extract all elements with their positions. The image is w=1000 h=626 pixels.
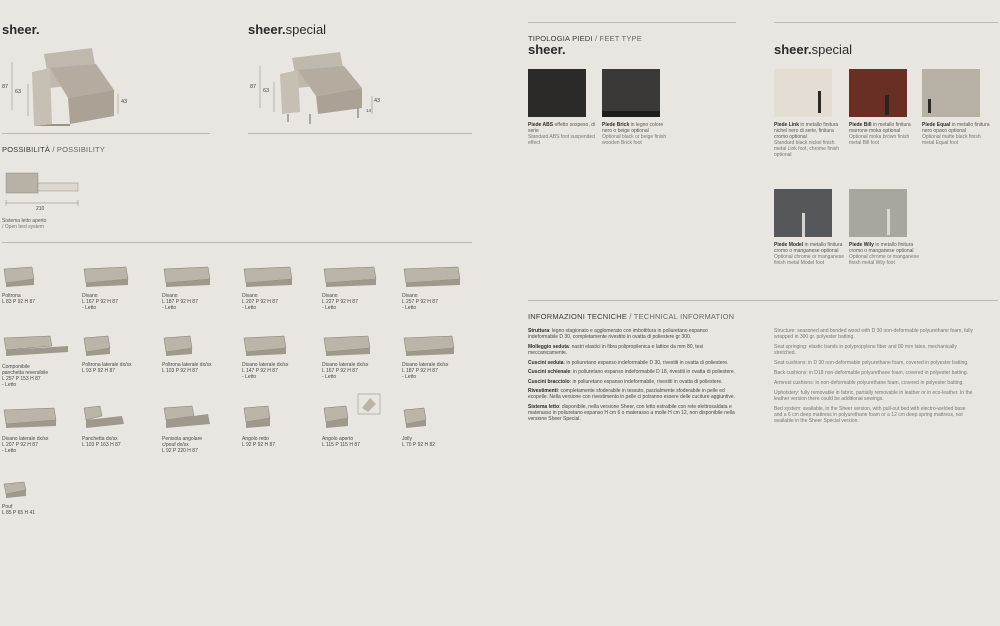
item-poltrona-laterale-93: Poltrona laterale dx/sx L 93 P 92 H 87	[82, 332, 112, 361]
divano-icon	[242, 263, 294, 287]
divano-laterale-icon	[322, 332, 372, 356]
open-bed-diagram	[0, 165, 90, 215]
foot-link-caption: Piede Link in metallo finitura nichel nero di serie, finitura cromo optional Standard black nickel finish metal Link foot, chrome finish optional	[774, 122, 840, 158]
foot-equal-image	[922, 69, 980, 117]
brand-sheer-title: sheer.	[2, 22, 40, 37]
foot-brick-image	[602, 69, 660, 117]
sheer-special-armchair-drawing	[248, 42, 398, 127]
dim-arm-43-special: 43	[374, 98, 381, 104]
sheer-armchair-drawing	[0, 42, 150, 127]
tech-en-seat-springing: Seat springing: elastic bands in polypropylene fiber and 80 mm latex, mechanically stretched.	[774, 344, 957, 357]
penisola-icon	[162, 404, 212, 430]
foot-model-image	[774, 189, 832, 237]
poltrona-laterale-icon	[82, 332, 112, 356]
divider-left-1	[2, 133, 210, 134]
item-penisola: Penisola angolare c/pouf dx/sx L 92 P 220 H 87	[162, 404, 212, 435]
poltrona-laterale-icon	[162, 332, 194, 356]
item-divano-laterale-187: Divano laterale dx/sx L 187 P 92 H 87 - Letto	[402, 332, 456, 361]
tech-it-molleggio: Molleggio seduta: nastri elastici in fibra polipropilenica e lattice da mm 80, tesi meccanicamente.	[528, 343, 704, 357]
item-angolo-aperto: Angolo aperto L 115 P 115 H 87	[322, 392, 382, 435]
dim-arm-43: 43	[121, 99, 128, 105]
foot-equal-caption: Piede Equal in metallo finitura nero opaco optional Optional matte black finish metal Equal foot	[922, 122, 990, 146]
item-divano-187: Divano L 187 P 92 H 87 - Letto	[162, 263, 212, 292]
dim-seat-63: 63	[15, 89, 22, 95]
panchetta-icon	[82, 404, 126, 430]
divider-left-3	[2, 242, 472, 243]
foot-bill-image	[849, 69, 907, 117]
tech-en-seat-cushions: Seat cushions: in D 30 non-deformable polyurethane foam, covered in polyester batting.	[774, 360, 969, 367]
tech-info-italian	[528, 328, 738, 426]
divider-right-2	[774, 22, 998, 23]
divano-icon	[82, 263, 130, 287]
tech-it-cuscini-seduta: Cuscini seduta: in poliuretano espanso indeformabile D 30, rivestiti in ovatta di poliestere.	[528, 359, 729, 366]
bed-width-label: 210	[36, 206, 45, 212]
divider-right-3	[528, 300, 998, 301]
foot-model-caption: Piede Model in metallo finitura cromo o manganese optional Optional chrome or manganese finish metal Model foot	[774, 242, 845, 266]
tech-info-heading: INFORMAZIONI TECNICHE / TECHNICAL INFORMATION	[528, 312, 735, 321]
item-panchetta: Panchetta dx/sx L 103 P 163 H 87	[82, 404, 126, 435]
tech-en-armrest-cushions: Armrest cushions: in non-deformable polyurethane foam, covered in polyester batting.	[774, 379, 964, 386]
item-divano-257: Divano L 257 P 92 H 87 - Letto	[402, 263, 462, 292]
possibility-heading: POSSIBILITÀ / POSSIBILITY	[2, 145, 105, 154]
divano-laterale-icon	[242, 332, 288, 356]
tech-it-sistema-letto: Sistema letto: disponibile, nella versione Sheer, con letto estraibile con rete elettrosaldata e materasso in poliuretano espanso H cm 6 o materasso a molle H cm 12, non disponibile nella versione Sheer Special.	[528, 403, 735, 423]
tech-info-english	[774, 328, 974, 428]
bed-caption: Sistema letto aperto / Open bed system	[2, 218, 47, 231]
item-poltrona-laterale-103: Poltrona laterale dx/sx L 103 P 92 H 87	[162, 332, 194, 361]
divider-left-2	[248, 133, 472, 134]
item-pouf: Pouf L 85 P 65 H 41	[2, 480, 28, 505]
divano-laterale-icon	[2, 404, 58, 430]
foot-wily-caption: Piede Wily in metallo finitura cromo o manganese optional Optional chrome or manganese finish metal Wily foot	[849, 242, 920, 266]
divano-laterale-icon	[402, 332, 456, 356]
tech-it-cuscini-bracciolo: Cuscini bracciolo: in poliuretano espanso indeformabile, rivestiti in ovatta di poliestere.	[528, 378, 723, 385]
item-divano-laterale-167: Divano laterale dx/sx L 167 P 92 H 87 - Letto	[322, 332, 372, 361]
divider-right-1	[528, 22, 736, 23]
foot-abs-caption: Piede ABS effetto sospeso, di serie Standard ABS foot suspended effect	[528, 122, 595, 146]
tech-it-struttura: Struttura: legno stagionato e agglomerato con imbottitura in poliuretano espanso indeformabile D 30, completamente rivestito in ovatta di poliestere gr 300.	[528, 328, 708, 341]
divano-icon	[322, 263, 378, 287]
foot-brick-caption: Piede Brick in legno colore nero o beige optional Optional black or beige finish wooden Brick foot	[602, 122, 667, 146]
dim-height-87: 87	[2, 84, 9, 90]
item-componibile: Componibile panchetta reversibile L 257 P 153 H 87 - Letto	[2, 332, 70, 363]
feet-sheer-brand: sheer.	[528, 42, 566, 57]
componibile-icon	[2, 332, 70, 358]
item-divano-167: Divano L 167 P 92 H 87 - Letto	[82, 263, 130, 292]
tech-en-bed-system: Bed system: available, in the Sheer version, with pull-out bed with electro-welded base and a 6 cm deep mattress in polyurethane foam or a 12 cm deep spring mattress, not available in the Sheer Special version.	[774, 405, 966, 425]
feet-sheer-special-brand: sheer.special	[774, 42, 853, 57]
divano-icon	[402, 263, 462, 287]
angolo-aperto-icon	[322, 392, 382, 430]
item-jolly: Jolly L 70 P 92 H 82	[402, 404, 430, 435]
item-divano-227: Divano L 227 P 92 H 87 - Letto	[322, 263, 378, 292]
dim-seat-63-special: 63	[263, 88, 270, 94]
dim-height-87-special: 87	[250, 84, 257, 90]
item-poltrona: Poltrona L 83 P 92 H 87	[2, 263, 36, 292]
item-divano-207: Divano L 207 P 92 H 87 - Letto	[242, 263, 294, 292]
brand-sheer-special-title: sheer.special	[248, 22, 327, 37]
jolly-icon	[402, 404, 430, 430]
foot-wily-image	[849, 189, 907, 237]
item-angolo-retto: Angolo retto L 92 P 92 H 87	[242, 404, 274, 435]
foot-link-image	[774, 69, 832, 117]
foot-bill-caption: Piede Bill in metallo finitura marrone moka optional Optional moka brown finish metal Bill foot	[849, 122, 911, 146]
feet-type-heading: TIPOLOGIA PIEDI / FEET TYPE	[528, 34, 642, 43]
item-divano-laterale-207: Divano laterale dx/sx L 207 P 92 H 87 - Letto	[2, 404, 58, 435]
item-divano-laterale-147: Divano laterale dx/sx L 147 P 92 H 87 - Letto	[242, 332, 288, 361]
angolo-retto-icon	[242, 404, 274, 430]
tech-en-structure: Structure: seasoned and bonded wood with D 30 non-deformable polyurethane foam, fully wrapped in 300 gr. polyester batting.	[774, 328, 974, 341]
divano-icon	[162, 263, 212, 287]
poltrona-icon	[2, 263, 36, 287]
tech-en-upholstery: Upholstery: fully removable in fabric, partially removable in leather or in eco-leather. In the leather version there could be additional sewings.	[774, 389, 973, 402]
tech-it-rivestimenti: Rivestimenti: completamente sfoderabile in tessuto, parzialmente sfoderabile in pelle ed ecopelle. Nella versione con rivestimento in pelle ci potranno essere delle cuciture aggiuntive.	[528, 388, 736, 401]
dim-foot-14-special: 14	[366, 108, 372, 113]
pouf-icon	[2, 480, 28, 500]
foot-abs-image	[528, 69, 586, 117]
tech-en-back-cushions: Back cushions: in D18 non-deformable polyurethane foam, covered in polyester batting.	[774, 369, 969, 376]
tech-it-cuscini-schienale: Cuscini schienale: in poliuretano espanso indeformabile D 18, rivestiti in ovatta di poliestere.	[528, 369, 736, 376]
